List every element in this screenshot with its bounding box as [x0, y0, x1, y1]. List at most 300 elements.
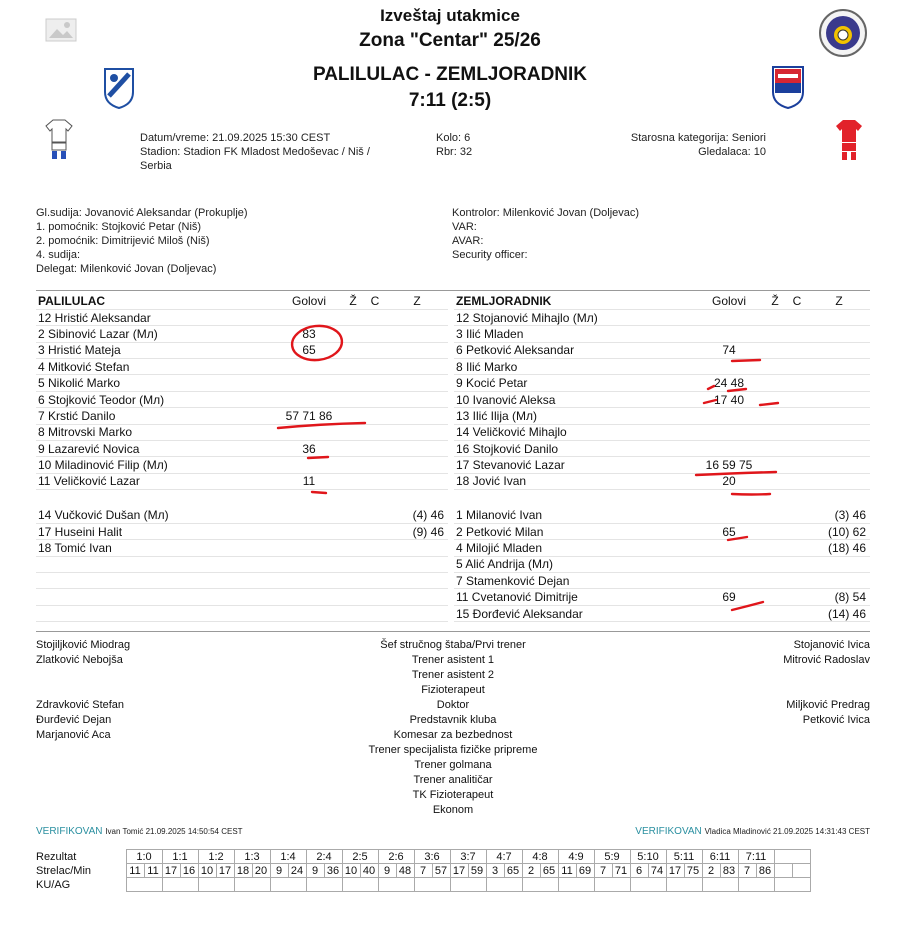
- red-card-cell: [786, 408, 808, 424]
- yellow-card-cell: [342, 457, 364, 473]
- player-name: 15 Đorđević Aleksandar: [454, 605, 694, 621]
- away-team-name: ZEMLJORADNIK: [454, 293, 694, 309]
- player-row: [454, 589, 870, 605]
- substitution-cell: [808, 391, 870, 407]
- empty-cell: [364, 573, 386, 589]
- scorer-number-cell: 9: [270, 864, 288, 878]
- empty-cell: [270, 878, 306, 892]
- player-row: [454, 441, 870, 457]
- verified-label: VERIFIKOVAN: [635, 826, 702, 837]
- substitution-cell: [386, 540, 448, 556]
- yellow-card-cell: [764, 424, 786, 440]
- red-card-cell: [364, 473, 386, 489]
- staff-line: Marjanović Aca: [36, 729, 111, 741]
- red-card-cell: [364, 441, 386, 457]
- substitution-cell: [386, 342, 448, 358]
- home-crest-icon: [102, 66, 136, 110]
- yellow-card-cell: [764, 391, 786, 407]
- goal-minute-cell: 11: [144, 864, 162, 878]
- player-row: [36, 309, 448, 325]
- scorer-number-cell: 7: [738, 864, 756, 878]
- empty-cell: [36, 556, 276, 572]
- player-name: 6 Stojković Teodor (Mл): [36, 391, 276, 407]
- goals-col-header: Golovi: [276, 293, 342, 309]
- player-row: [36, 424, 448, 440]
- goal-minute-cell: 59: [468, 864, 486, 878]
- yellow-card-cell: [764, 523, 786, 539]
- staff-roles: [300, 638, 606, 818]
- empty-cell: [594, 878, 630, 892]
- goal-minute-cell: 16: [180, 864, 198, 878]
- empty-cell: [558, 878, 594, 892]
- player-name: 12 Stojanović Mihajlo (Mл): [454, 309, 694, 325]
- score-cell: 5:11: [666, 850, 702, 864]
- substitution-cell: [386, 457, 448, 473]
- goal-minute-cell: 57: [432, 864, 450, 878]
- score-cell: 5:10: [630, 850, 666, 864]
- staff-line: Đurđević Dejan: [36, 714, 112, 726]
- scorer-number-cell: 6: [630, 864, 648, 878]
- goal-minute-cell: 74: [648, 864, 666, 878]
- staff-line: [36, 743, 276, 758]
- player-row: [36, 540, 448, 556]
- goal-minute-cell: 65: [504, 864, 522, 878]
- red-col-header: C: [364, 293, 386, 309]
- yellow-card-cell: [342, 375, 364, 391]
- red-card-cell: [364, 309, 386, 325]
- substitution-cell: [808, 573, 870, 589]
- player-row: [454, 507, 870, 523]
- staff-line: Trener asistent 2: [411, 669, 495, 681]
- staff-line: Stojanović Ivica: [793, 639, 870, 651]
- red-card-cell: [786, 342, 808, 358]
- score-cell: 6:11: [702, 850, 738, 864]
- player-goals: [276, 391, 342, 407]
- red-card-cell: [364, 342, 386, 358]
- row-label: Strelac/Min: [36, 864, 92, 877]
- staff-line: Miljković Predrag: [786, 699, 870, 711]
- empty-cell: [162, 878, 198, 892]
- score-cell: 7:11: [738, 850, 774, 864]
- player-name: 18 Tomić Ivan: [36, 540, 276, 556]
- player-goals: [276, 523, 342, 539]
- player-goals: [276, 540, 342, 556]
- substitution-cell: [386, 375, 448, 391]
- red-card-cell: [786, 507, 808, 523]
- score-cell: 3:7: [450, 850, 486, 864]
- yellow-card-cell: [764, 309, 786, 325]
- empty-cell: [792, 864, 810, 878]
- goal-minute-cell: 86: [756, 864, 774, 878]
- row-label: Rezultat: [36, 850, 77, 863]
- empty-cell: [36, 605, 276, 621]
- home-team-name: PALILULAC: [36, 293, 276, 309]
- substitution-cell: [808, 473, 870, 489]
- player-goals: [694, 573, 764, 589]
- player-name: 7 Stamenković Dejan: [454, 573, 694, 589]
- red-card-cell: [364, 326, 386, 342]
- empty-cell: [450, 878, 486, 892]
- empty-cell: [342, 878, 378, 892]
- staff-line: Ekonom: [432, 804, 474, 816]
- substitution-cell: (10) 62: [808, 523, 870, 539]
- score-cell: 2:5: [342, 850, 378, 864]
- player-goals: [276, 424, 342, 440]
- player-name: 17 Stevanović Lazar: [454, 457, 694, 473]
- yellow-card-cell: [764, 457, 786, 473]
- empty-cell: [276, 605, 342, 621]
- substitution-cell: (4) 46: [386, 507, 448, 523]
- empty-cell: [364, 605, 386, 621]
- controller: Kontrolor: Milenković Jovan (Doljevac): [452, 207, 640, 219]
- goal-minute-cell: 48: [396, 864, 414, 878]
- player-goals: [694, 540, 764, 556]
- empty-cell: [342, 589, 364, 605]
- empty-row: [36, 556, 448, 572]
- player-goals: 83: [276, 326, 342, 342]
- player-name: 8 Mitrovski Marko: [36, 424, 276, 440]
- yellow-card-cell: [764, 326, 786, 342]
- scorer-number-cell: 7: [414, 864, 432, 878]
- away-verification: [576, 826, 870, 837]
- substitution-cell: [808, 375, 870, 391]
- empty-cell: [36, 573, 276, 589]
- scorer-number-cell: 2: [702, 864, 720, 878]
- player-name: 6 Petković Aleksandar: [454, 342, 694, 358]
- substitution-cell: [808, 359, 870, 375]
- staff-line: Zdravković Stefan: [36, 699, 125, 711]
- player-row: [36, 375, 448, 391]
- empty-cell: [774, 850, 810, 864]
- player-name: 12 Hristić Aleksandar: [36, 309, 276, 325]
- substitution-cell: (9) 46: [386, 523, 448, 539]
- goals-col-header: Golovi: [694, 293, 764, 309]
- empty-cell: [666, 878, 702, 892]
- scorer-number-cell: 10: [342, 864, 360, 878]
- goal-minute-cell: 83: [720, 864, 738, 878]
- yellow-card-cell: [764, 589, 786, 605]
- staff-line: [36, 803, 276, 818]
- player-goals: [694, 441, 764, 457]
- red-card-cell: [786, 523, 808, 539]
- substitution-cell: (18) 46: [808, 540, 870, 556]
- player-row: [454, 457, 870, 473]
- report-title: Izveštaj utakmice: [380, 6, 520, 25]
- player-row: [36, 359, 448, 375]
- red-card-cell: [364, 375, 386, 391]
- player-goals: [276, 375, 342, 391]
- empty-cell: [36, 589, 276, 605]
- score-cell: 1:3: [234, 850, 270, 864]
- red-col-header: C: [786, 293, 808, 309]
- player-name: 9 Kocić Petar: [454, 375, 694, 391]
- red-card-cell: [364, 424, 386, 440]
- empty-cell: [276, 556, 342, 572]
- player-goals: 16 59 75: [694, 457, 764, 473]
- empty-cell: [774, 864, 792, 878]
- substitution-cell: [808, 424, 870, 440]
- verified-by: Vladica Mladinović 21.09.2025 14:31:43 CEST: [704, 827, 870, 836]
- score-cell: 2:4: [306, 850, 342, 864]
- goal-minute-cell: 24: [288, 864, 306, 878]
- player-row: [454, 408, 870, 424]
- substitution-cell: [386, 391, 448, 407]
- match-stadium: Stadion: Stadion FK Mladost Medoševac / Niš /: [140, 146, 370, 158]
- staff-line: [630, 683, 870, 698]
- staff-line: TK Fizioterapeut: [412, 789, 494, 801]
- substitution-cell: [386, 473, 448, 489]
- away-crest-icon: [770, 64, 806, 110]
- player-name: 18 Jović Ivan: [454, 473, 694, 489]
- empty-cell: [364, 589, 386, 605]
- away-kit-icon: [834, 118, 864, 162]
- var: VAR:: [452, 221, 477, 233]
- empty-cell: [342, 605, 364, 621]
- match-title: PALILULAC - ZEMLJORADNIK: [312, 64, 588, 85]
- player-name: 5 Nikolić Marko: [36, 375, 276, 391]
- yellow-card-cell: [764, 441, 786, 457]
- staff-line: [630, 668, 870, 683]
- assistant-referee-1: 1. pomoćnik: Stojković Petar (Niš): [36, 221, 202, 233]
- home-subs-table: [36, 507, 448, 622]
- score-cell: 1:4: [270, 850, 306, 864]
- substitution-cell: [808, 441, 870, 457]
- substitution-cell: [386, 309, 448, 325]
- scorer-number-cell: 9: [306, 864, 324, 878]
- yellow-card-cell: [342, 507, 364, 523]
- goal-minute-cell: 20: [252, 864, 270, 878]
- empty-cell: [198, 878, 234, 892]
- score-cell: 4:9: [558, 850, 594, 864]
- match-datetime: Datum/vreme: 21.09.2025 15:30 CEST: [140, 132, 331, 144]
- empty-cell: [306, 878, 342, 892]
- empty-cell: [738, 878, 774, 892]
- score-timeline-table: [36, 849, 811, 892]
- staff-line: Mitrović Radoslav: [783, 654, 870, 666]
- sub-col-header: Z: [808, 293, 870, 309]
- player-row: [454, 523, 870, 539]
- substitution-cell: (14) 46: [808, 605, 870, 621]
- goal-minute-cell: 40: [360, 864, 378, 878]
- score-cell: 2:6: [378, 850, 414, 864]
- player-row: [36, 441, 448, 457]
- score-cell: 4:8: [522, 850, 558, 864]
- red-card-cell: [786, 375, 808, 391]
- substitution-cell: [386, 359, 448, 375]
- yellow-card-cell: [342, 391, 364, 407]
- red-card-cell: [786, 573, 808, 589]
- staff-line: Stojiljković Miodrag: [36, 639, 131, 651]
- match-score: 7:11 (2:5): [408, 90, 492, 111]
- player-row: [454, 540, 870, 556]
- yellow-card-cell: [342, 424, 364, 440]
- scorer-number-cell: 7: [594, 864, 612, 878]
- empty-cell: [386, 589, 448, 605]
- player-goals: [276, 359, 342, 375]
- empty-cell: [276, 573, 342, 589]
- staff-line: Trener analitičar: [413, 774, 493, 786]
- yellow-card-cell: [764, 342, 786, 358]
- goal-minute-cell: 69: [576, 864, 594, 878]
- player-goals: 74: [694, 342, 764, 358]
- player-row: [454, 326, 870, 342]
- player-row: [454, 359, 870, 375]
- player-name: 14 Veličković Mihajlo: [454, 424, 694, 440]
- officials-right: [452, 206, 639, 262]
- player-row: [454, 556, 870, 572]
- yellow-card-cell: [764, 605, 786, 621]
- avar: AVAR:: [452, 235, 484, 247]
- player-name: 3 Ilić Mladen: [454, 326, 694, 342]
- referee: Gl.sudija: Jovanović Aleksandar (Prokuplje): [36, 207, 248, 219]
- score-cell: 5:9: [594, 850, 630, 864]
- substitution-cell: [386, 424, 448, 440]
- red-card-cell: [786, 424, 808, 440]
- score-cell: 3:6: [414, 850, 450, 864]
- player-name: 11 Cvetanović Dimitrije: [454, 589, 694, 605]
- player-name: 3 Hristić Mateja: [36, 342, 276, 358]
- player-row: [36, 457, 448, 473]
- goal-minute-cell: 65: [540, 864, 558, 878]
- red-card-cell: [786, 473, 808, 489]
- player-name: 10 Ivanović Aleksa: [454, 391, 694, 407]
- red-card-cell: [786, 589, 808, 605]
- scorer-number-cell: 17: [666, 864, 684, 878]
- red-card-cell: [786, 326, 808, 342]
- scorer-number-cell: 10: [198, 864, 216, 878]
- home-verification: [36, 826, 243, 837]
- match-round: Kolo: 6: [436, 132, 471, 144]
- empty-cell: [276, 589, 342, 605]
- player-goals: [276, 457, 342, 473]
- match-number: Rbr: 32: [436, 146, 473, 158]
- yellow-col-header: Ž: [342, 293, 364, 309]
- home-kit-icon: [44, 118, 74, 162]
- player-name: 1 Milanović Ivan: [454, 507, 694, 523]
- substitution-cell: [386, 326, 448, 342]
- substitution-cell: [386, 441, 448, 457]
- player-row: [36, 391, 448, 407]
- red-card-cell: [786, 605, 808, 621]
- player-row: [36, 473, 448, 489]
- player-row: [454, 605, 870, 621]
- away-lineup-table: [454, 293, 870, 490]
- player-row: [36, 507, 448, 523]
- substitution-cell: (3) 46: [808, 507, 870, 523]
- yellow-card-cell: [764, 556, 786, 572]
- empty-row: [36, 605, 448, 621]
- staff-line: [36, 773, 276, 788]
- goal-minute-cell: 36: [324, 864, 342, 878]
- player-name: 17 Huseini Halit: [36, 523, 276, 539]
- player-goals: [694, 326, 764, 342]
- score-cell: 1:1: [162, 850, 198, 864]
- staff-line: [36, 683, 276, 698]
- red-card-cell: [364, 507, 386, 523]
- fourth-official: 4. sudija:: [36, 249, 81, 261]
- goal-minute-cell: 17: [216, 864, 234, 878]
- red-card-cell: [364, 391, 386, 407]
- player-name: 2 Petković Milan: [454, 523, 694, 539]
- player-name: 4 Milojić Mladen: [454, 540, 694, 556]
- player-name: 4 Mitković Stefan: [36, 359, 276, 375]
- staff-line: [630, 743, 870, 758]
- substitution-cell: [808, 408, 870, 424]
- staff-line: Petković Ivica: [802, 714, 870, 726]
- player-goals: 65: [694, 523, 764, 539]
- spectators: Gledalaca: 10: [698, 146, 766, 158]
- player-row: [454, 473, 870, 489]
- red-card-cell: [786, 359, 808, 375]
- red-card-cell: [786, 309, 808, 325]
- yellow-card-cell: [764, 507, 786, 523]
- yellow-card-cell: [764, 573, 786, 589]
- empty-cell: [342, 573, 364, 589]
- player-name: 11 Veličković Lazar: [36, 473, 276, 489]
- row-label: KU/AG: [36, 878, 71, 891]
- player-name: 14 Vučković Dušan (Mл): [36, 507, 276, 523]
- empty-cell: [364, 556, 386, 572]
- scorer-number-cell: 11: [558, 864, 576, 878]
- empty-cell: [378, 878, 414, 892]
- staff-line: [36, 758, 276, 773]
- red-card-cell: [364, 457, 386, 473]
- empty-cell: [702, 878, 738, 892]
- yellow-card-cell: [342, 342, 364, 358]
- player-goals: [276, 309, 342, 325]
- score-cell: 1:2: [198, 850, 234, 864]
- staff-line: [36, 668, 276, 683]
- staff-line: Predstavnik kluba: [409, 714, 497, 726]
- substitution-cell: [386, 408, 448, 424]
- yellow-col-header: Ž: [764, 293, 786, 309]
- empty-row: [36, 573, 448, 589]
- player-goals: [694, 408, 764, 424]
- staff-line: [36, 788, 276, 803]
- player-row: [36, 326, 448, 342]
- player-goals: [276, 507, 342, 523]
- staff-line: Zlatković Nebojša: [36, 654, 123, 666]
- empty-cell: [414, 878, 450, 892]
- home-staff: [36, 638, 276, 818]
- player-goals: [694, 507, 764, 523]
- player-goals: 17 40: [694, 391, 764, 407]
- staff-line: [630, 803, 870, 818]
- player-row: [36, 408, 448, 424]
- staff-line: [630, 758, 870, 773]
- substitution-cell: [808, 556, 870, 572]
- age-category: Starosna kategorija: Seniori: [630, 132, 766, 144]
- score-cell: 1:0: [126, 850, 162, 864]
- scorer-number-cell: 17: [450, 864, 468, 878]
- empty-row: [36, 589, 448, 605]
- staff-line: [630, 788, 870, 803]
- player-goals: 24 48: [694, 375, 764, 391]
- substitution-cell: [808, 326, 870, 342]
- red-card-cell: [786, 391, 808, 407]
- player-row: [454, 375, 870, 391]
- yellow-card-cell: [764, 375, 786, 391]
- empty-cell: [774, 878, 810, 892]
- yellow-card-cell: [342, 408, 364, 424]
- empty-cell: [630, 878, 666, 892]
- empty-cell: [522, 878, 558, 892]
- empty-cell: [234, 878, 270, 892]
- substitution-cell: [808, 342, 870, 358]
- staff-line: [630, 728, 870, 743]
- red-card-cell: [364, 540, 386, 556]
- player-row: [454, 424, 870, 440]
